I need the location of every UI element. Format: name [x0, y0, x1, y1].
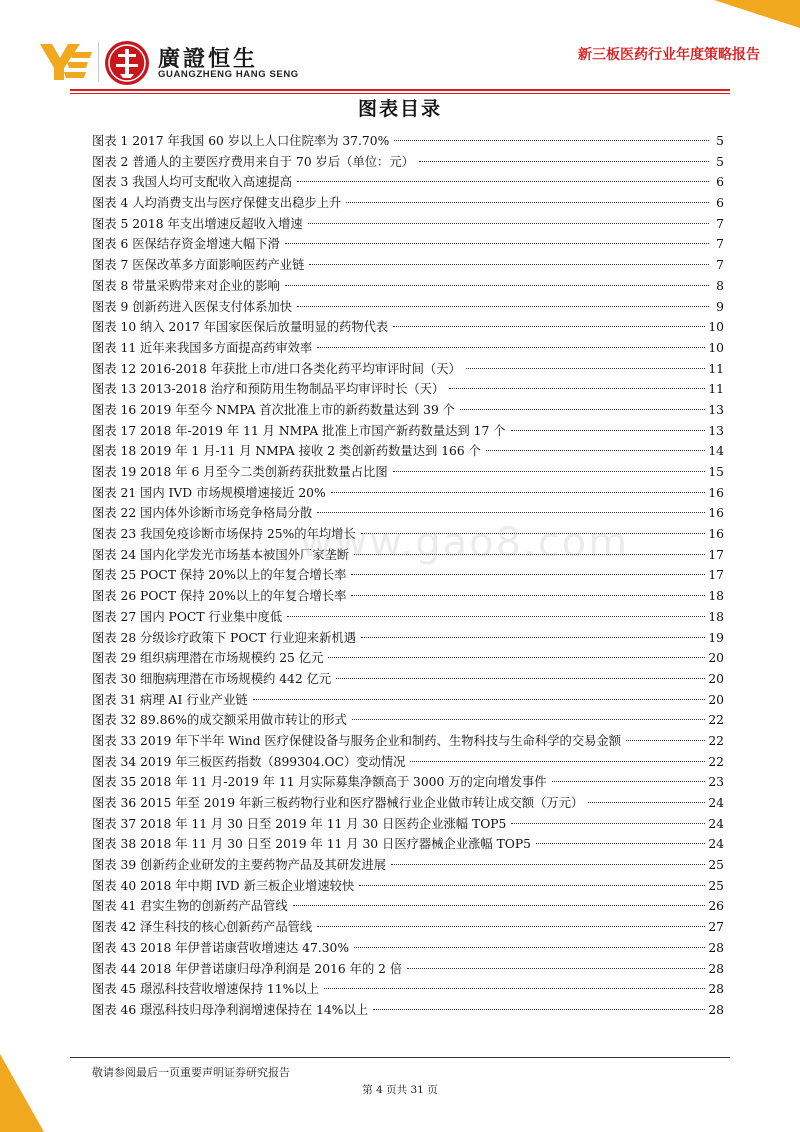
- toc-entry-page: 18: [708, 589, 724, 604]
- toc-entry-page: 17: [708, 568, 724, 583]
- toc-entry-leader: [361, 636, 705, 638]
- toc-title: 图表目录: [357, 98, 442, 120]
- page-number: 第 4 页共 31 页: [362, 1084, 438, 1096]
- toc-entry-label: 图表 23 我国免疫诊断市场保持 25%的年均增长: [92, 527, 356, 542]
- toc-entry[interactable]: [92, 317, 724, 338]
- toc-entry-page: 7: [716, 258, 724, 273]
- toc-entry-label: 图表 43 2018 年伊普诺康营收增速达 47.30%: [92, 940, 350, 955]
- toc-entry-label: 图表 5 2018 年支出增速反超收入增速: [92, 216, 303, 231]
- toc-entry[interactable]: [92, 338, 724, 359]
- toc-entry-label: 图表 44 2018 年伊普诺康归母净利润是 2016 年的 2 倍: [92, 961, 403, 976]
- toc-entry-page: 24: [708, 816, 724, 831]
- toc-entry-leader: [626, 739, 705, 741]
- toc-entry-leader: [511, 429, 706, 431]
- toc-entry-page: 22: [708, 754, 724, 769]
- toc-entry-leader: [373, 1008, 705, 1010]
- toc-entry[interactable]: [92, 483, 724, 504]
- toc-entry-leader: [317, 346, 705, 348]
- toc-entry[interactable]: [92, 297, 724, 318]
- watermark: www.gao8.com: [300, 520, 630, 566]
- toc-entry[interactable]: [92, 462, 724, 483]
- toc-entry-label: 图表 19 2018 年 6 月至今二类创新药获批数量占比图: [92, 465, 388, 479]
- toc-entry[interactable]: [92, 607, 724, 628]
- toc-entry[interactable]: [92, 359, 724, 380]
- toc-entry-page: 22: [708, 713, 724, 728]
- toc-entry[interactable]: [92, 710, 724, 731]
- toc-entry-page: 19: [708, 630, 724, 645]
- toc-entry-page: 16: [708, 506, 724, 521]
- toc-entry-page: 11: [708, 382, 724, 397]
- toc-entry-leader: [285, 284, 709, 286]
- toc-entry-page: 28: [708, 961, 724, 976]
- toc-entry-label: 图表 38 2018 年 11 月 30 日至 2019 年 11 月 30 日医疗器械企业涨幅 TOP5: [92, 837, 531, 852]
- toc-entry[interactable]: [92, 959, 724, 980]
- toc-entry-leader: [297, 305, 709, 307]
- toc-entry-label: 图表 21 国内 IVD 市场规模增速接近 20%: [92, 485, 326, 500]
- toc-entry-leader: [511, 822, 705, 824]
- toc-entry-page: 20: [708, 651, 724, 666]
- toc-entry-label: 图表 12 2016-2018 年获批上市/进口各类化药平均审评时间（天）: [92, 361, 461, 376]
- toc-entry-leader: [552, 780, 706, 782]
- toc-entry-leader: [410, 760, 705, 762]
- toc-entry-page: 22: [708, 733, 724, 748]
- toc-entry-label: 图表 16 2019 年至今 NMPA 首次批准上市的新药数量达到 39 个: [92, 402, 455, 417]
- toc-entry-leader: [354, 946, 705, 948]
- toc-entry-page: 23: [708, 775, 724, 790]
- toc-entry-label: 图表 8 带量采购带来对企业的影响: [92, 278, 280, 293]
- toc-entry-leader: [351, 594, 705, 596]
- guangzheng-seal-icon: [104, 40, 150, 86]
- toc-entry-label: 图表 18 2019 年 1 月-11 月 NMPA 接收 2 类创新药数量达到 166 个: [92, 444, 481, 459]
- toc-entry-leader: [309, 263, 709, 265]
- toc-entry-page: 28: [708, 982, 724, 997]
- toc-entry-leader: [352, 718, 706, 720]
- toc-entry-page: 7: [716, 237, 724, 252]
- toc-entry-leader: [287, 615, 705, 617]
- toc-entry-label: 图表 36 2015 年至 2019 年新三板药物行业和医疗器械行业企业做市转让成交额（万元）: [92, 796, 584, 810]
- toc-entry-page: 13: [708, 423, 724, 438]
- toc-entry-page: 20: [708, 671, 724, 686]
- toc-entry-label: 图表 28 分级诊疗政策下 POCT 行业迎来新机遇: [92, 630, 356, 645]
- toc-entry-leader: [351, 573, 705, 575]
- toc-entry-leader: [297, 180, 709, 182]
- toc-entry-page: 25: [708, 878, 724, 893]
- toc-entry-leader: [346, 201, 709, 203]
- toc-entry-label: 图表 27 国内 POCT 行业集中度低: [92, 609, 283, 624]
- toc-entry[interactable]: [92, 1000, 724, 1021]
- toc-entry-label: 图表 24 国内化学发光市场基本被国外厂家垄断: [92, 547, 350, 562]
- toc-entry[interactable]: [92, 772, 724, 793]
- toc-entry-page: 16: [708, 527, 724, 542]
- toc-entry-label: 图表 34 2019 年三板医药指数（899304.OC）变动情况: [92, 754, 406, 769]
- toc-entry[interactable]: [92, 441, 724, 462]
- toc-entry-leader: [331, 491, 706, 493]
- toc-entry-page: 13: [708, 402, 724, 417]
- toc-entry-label: 图表 3 我国人均可支配收入高速提高: [92, 175, 293, 190]
- toc-entry-page: 20: [708, 692, 724, 707]
- toc-entry[interactable]: [92, 876, 724, 897]
- toc-entry-leader: [393, 325, 705, 327]
- toc-entry[interactable]: [92, 234, 724, 255]
- toc-entry-page: 9: [716, 299, 724, 314]
- toc-entry-leader: [449, 387, 705, 389]
- toc-entry-leader: [466, 367, 706, 369]
- toc-entry-page: 7: [716, 216, 724, 231]
- toc-entry[interactable]: [92, 379, 724, 400]
- toc-entry-leader: [393, 470, 706, 472]
- toc-entry-page: 11: [708, 361, 724, 376]
- toc-entry-label: 图表 25 POCT 保持 20%以上的年复合增长率: [92, 568, 347, 583]
- toc-entry-label: 图表 9 创新药进入医保支付体系加快: [92, 299, 293, 314]
- toc-entry-label: 图表 10 纳入 2017 年国家医保后放量明显的药物代表: [92, 320, 389, 335]
- toc-entry-label: 图表 35 2018 年 11 月-2019 年 11 月实际募集净额高于 3000 万的定向增发事件: [92, 775, 547, 790]
- toc-entry-leader: [324, 987, 705, 989]
- toc-entry-leader: [588, 801, 705, 803]
- toc-entry[interactable]: [92, 276, 724, 297]
- toc-entry[interactable]: [92, 793, 724, 814]
- footer-rule: [70, 1057, 730, 1058]
- toc-entry[interactable]: [92, 896, 724, 917]
- toc-entry-label: 图表 11 近年来我国多方面提高药审效率: [92, 340, 313, 355]
- toc-entry-leader: [407, 967, 705, 969]
- toc-entry-page: 6: [716, 175, 724, 190]
- toc-entry[interactable]: [92, 255, 724, 276]
- toc-entry-page: 18: [708, 609, 724, 624]
- toc-entry-page: 16: [708, 485, 724, 500]
- brand-name-cn: 廣證恒生: [158, 47, 259, 72]
- toc-entry-label: 图表 22 国内体外诊断市场竞争格局分散: [92, 506, 313, 521]
- toc-entry-label: 图表 40 2018 年中期 IVD 新三板企业增速较快: [92, 878, 355, 893]
- toc-entry[interactable]: [92, 917, 724, 938]
- toc-entry-label: 图表 37 2018 年 11 月 30 日至 2019 年 11 月 30 日医药企业涨幅 TOP5: [92, 816, 507, 831]
- toc-entry[interactable]: [92, 855, 724, 876]
- toc-entry-label: 图表 31 病理 AI 行业产业链: [92, 692, 248, 707]
- footer-disclaimer: 敬请参阅最后一页重要声明证券研究报告: [92, 1066, 290, 1079]
- toc-entry[interactable]: [92, 731, 724, 752]
- toc-list: [92, 131, 724, 1021]
- toc-entry-label: 图表 4 人均消费支出与医疗保健支出稳步上升: [92, 196, 342, 211]
- toc-entry-page: 5: [716, 134, 724, 148]
- toc-entry-label: 图表 32 89.86%的成交额采用做市转让的形式: [92, 713, 347, 728]
- toc-entry-leader: [336, 677, 705, 679]
- toc-entry-page: 10: [708, 320, 724, 335]
- toc-entry[interactable]: [92, 979, 724, 1000]
- toc-entry-page: 24: [708, 837, 724, 852]
- toc-entry-leader: [394, 139, 709, 141]
- toc-entry-label: 图表 26 POCT 保持 20%以上的年复合增长率: [92, 589, 347, 604]
- toc-entry-label: 图表 33 2019 年下半年 Wind 医疗保健设备与服务企业和制药、生物科技与生命科学的交易金额: [92, 733, 622, 748]
- toc-entry[interactable]: [92, 834, 724, 855]
- toc-entry[interactable]: [92, 214, 724, 235]
- toc-entry-page: 25: [708, 858, 724, 873]
- toc-entry-leader: [293, 904, 706, 906]
- toc-entry[interactable]: [92, 690, 724, 711]
- toc-entry-leader: [536, 842, 705, 844]
- toc-entry[interactable]: [92, 400, 724, 421]
- toc-entry-leader: [328, 656, 705, 658]
- toc-entry-leader: [486, 449, 705, 451]
- toc-entry-page: 17: [708, 547, 724, 562]
- toc-entry-label: 图表 29 组织病理潜在市场规模约 25 亿元: [92, 651, 324, 666]
- toc-entry[interactable]: [92, 648, 724, 669]
- toc-entry-page: 8: [716, 278, 724, 293]
- toc-entry-label: 图表 2 普通人的主要医疗费用来自于 70 岁后（单位：元）: [92, 154, 414, 169]
- toc-entry-leader: [359, 884, 705, 886]
- toc-entry[interactable]: [92, 938, 724, 959]
- toc-entry-page: 15: [708, 465, 724, 479]
- toc-entry-label: 图表 13 2013-2018 治疗和预防用生物制品平均审评时长（天）: [92, 382, 445, 397]
- report-title: 新三板医药行业年度策略报告: [578, 47, 760, 63]
- toc-entry-leader: [419, 160, 709, 162]
- toc-entry[interactable]: [92, 628, 724, 649]
- toc-entry-page: 24: [708, 796, 724, 810]
- brand-name-en: GUANGZHENG HANG SENG: [158, 69, 299, 80]
- toc-entry-leader: [391, 863, 705, 865]
- toc-entry-leader: [317, 511, 705, 513]
- toc-entry-page: 27: [708, 920, 724, 935]
- toc-entry-page: 28: [708, 940, 724, 955]
- toc-entry-page: 28: [708, 1002, 724, 1017]
- toc-entry-page: 14: [708, 444, 724, 459]
- toc-entry-label: 图表 30 细胞病理潜在市场规模约 442 亿元: [92, 671, 332, 686]
- toc-entry[interactable]: [92, 193, 724, 214]
- toc-entry-page: 26: [708, 899, 724, 914]
- toc-entry-label: 图表 42 泽生科技的核心创新药产品管线: [92, 920, 313, 935]
- toc-entry[interactable]: [92, 152, 724, 173]
- toc-entry-label: 图表 39 创新药企业研发的主要药物产品及其研发进展: [92, 858, 386, 873]
- header-rule: [70, 89, 730, 91]
- toc-entry[interactable]: [92, 172, 724, 193]
- toc-entry[interactable]: [92, 814, 724, 835]
- ye-logo-icon: [40, 44, 92, 80]
- toc-entry-label: 图表 17 2018 年-2019 年 11 月 NMPA 批准上市国产新药数量达到 17 个: [92, 423, 506, 438]
- toc-entry[interactable]: [92, 669, 724, 690]
- toc-entry[interactable]: [92, 421, 724, 442]
- toc-entry-label: 图表 1 2017 年我国 60 岁以上人口住院率为 37.70%: [92, 134, 390, 148]
- toc-entry[interactable]: [92, 752, 724, 773]
- toc-entry-page: 6: [716, 196, 724, 211]
- toc-entry[interactable]: [92, 586, 724, 607]
- toc-entry-leader: [317, 925, 705, 927]
- toc-entry-label: 图表 45 璟泓科技营收增速保持 11%以上: [92, 982, 319, 997]
- toc-entry-label: 图表 6 医保结存资金增速大幅下滑: [92, 237, 280, 252]
- toc-entry-leader: [253, 698, 706, 700]
- toc-entry-leader: [460, 408, 705, 410]
- page-header: [0, 0, 800, 100]
- toc-entry-label: 图表 46 璟泓科技归母净利润增速保持在 14%以上: [92, 1002, 369, 1017]
- toc-entry-page: 5: [716, 154, 724, 169]
- toc-entry-leader: [285, 242, 709, 244]
- toc-entry-page: 10: [708, 340, 724, 355]
- toc-entry-label: 图表 41 君实生物的创新药产品管线: [92, 899, 288, 914]
- toc-entry[interactable]: [92, 131, 724, 152]
- logo-separator: [98, 42, 99, 82]
- toc-entry-label: 图表 7 医保改革多方面影响医药产业链: [92, 258, 305, 273]
- toc-entry[interactable]: [92, 565, 724, 586]
- toc-entry-leader: [308, 222, 709, 224]
